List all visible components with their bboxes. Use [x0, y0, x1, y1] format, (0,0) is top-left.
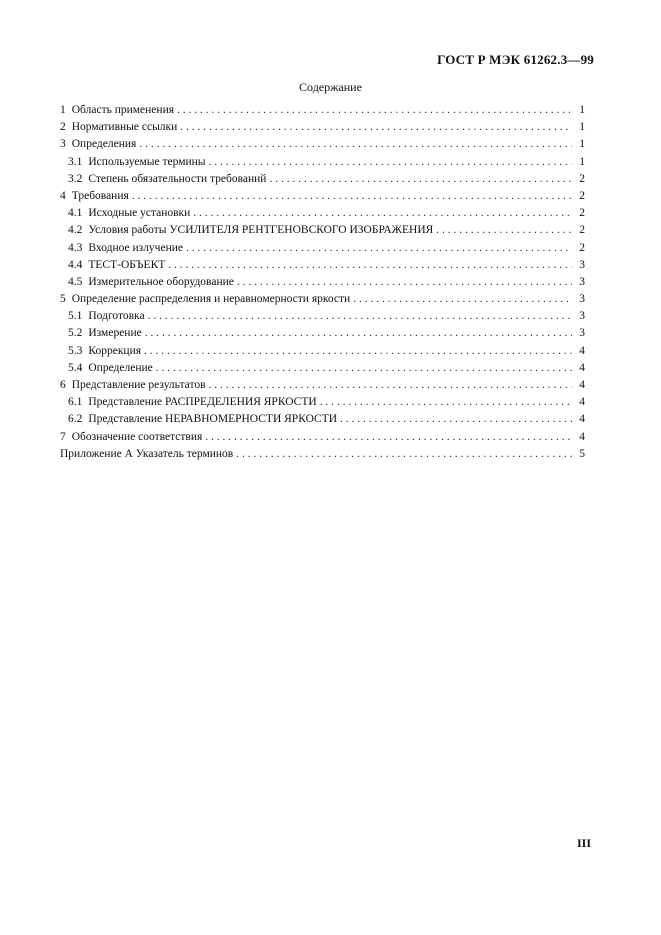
toc-entry-number: 4.5	[68, 275, 83, 288]
dot-leader	[237, 276, 572, 288]
toc-entry-number: 7	[60, 430, 66, 443]
toc-entry-title: Используемые термины	[88, 155, 206, 168]
toc-entry-title: Входное излучение	[88, 241, 183, 254]
toc-entry[interactable]	[60, 207, 585, 224]
toc-entry-number: 3.1	[68, 155, 83, 168]
toc-entry[interactable]	[60, 379, 585, 396]
toc-entry-page: 4	[579, 396, 585, 409]
toc-entry-title: Представление НЕРАВНОМЕРНОСТИ ЯРКОСТИ	[88, 413, 338, 426]
toc-entry-title: Измерение	[88, 327, 142, 340]
toc-entry-page: 3	[579, 327, 585, 340]
dot-leader	[436, 224, 572, 236]
toc-entry[interactable]	[60, 173, 585, 190]
dot-leader	[340, 413, 572, 425]
toc-entry-page: 3	[579, 275, 585, 288]
toc-entry-number: 4.2	[68, 224, 83, 237]
toc-entry[interactable]	[60, 448, 585, 465]
dot-leader	[209, 379, 572, 391]
toc-entry-title: Нормативные ссылки	[71, 121, 178, 134]
toc-entry-title: Исходные установки	[88, 207, 191, 220]
document-code: ГОСТ Р МЭК 61262.3—99	[437, 52, 594, 67]
toc-entry-number: 5.4	[68, 361, 83, 374]
toc-entry-title: Коррекция	[88, 344, 142, 357]
toc-entry-title: Представление результатов	[71, 379, 206, 391]
toc-entry-title: Определения	[71, 138, 137, 151]
toc-entry-page: 3	[579, 310, 585, 323]
toc-entry-number: 5.3	[68, 344, 83, 357]
toc-entry-page: 2	[579, 172, 585, 185]
toc-entry[interactable]	[60, 431, 585, 448]
toc-entry-title: Приложение А Указатель терминов	[60, 447, 234, 460]
toc-entry-number: 1	[60, 104, 66, 116]
toc-entry-page: 2	[579, 207, 585, 220]
dot-leader	[177, 104, 572, 116]
dot-leader	[236, 448, 572, 460]
toc-entry-title: Требования	[71, 189, 129, 202]
toc-entry-page: 1	[579, 138, 585, 151]
toc-entry-page: 2	[579, 189, 585, 202]
toc-entry-title: Подготовка	[88, 310, 145, 323]
toc-entry-title: Область применения	[71, 104, 175, 116]
dot-leader	[148, 310, 572, 322]
toc-entry-number: 3.2	[68, 172, 83, 185]
toc-entry[interactable]	[60, 138, 585, 155]
dot-leader	[168, 259, 572, 271]
dot-leader	[144, 345, 572, 357]
toc-entry[interactable]	[60, 396, 585, 413]
toc-entry-number: 4.4	[68, 258, 83, 271]
toc-entry-page: 5	[579, 447, 585, 460]
toc-entry[interactable]	[60, 362, 585, 379]
toc-entry[interactable]	[60, 259, 585, 276]
toc-entry-page: 3	[579, 293, 585, 306]
toc-entry[interactable]	[60, 413, 585, 430]
toc-entry-number: 2	[60, 121, 66, 134]
dot-leader	[180, 121, 572, 133]
dot-leader	[145, 327, 572, 339]
toc-entry[interactable]	[60, 293, 585, 310]
toc-entry-title: Определение распределения и неравномерности яркости	[71, 293, 351, 306]
dot-leader	[156, 362, 572, 374]
toc-entry-page: 4	[579, 344, 585, 357]
toc-entry-title: Измерительное оборудование	[88, 275, 234, 288]
toc-entry-page: 4	[579, 379, 585, 391]
toc-entry[interactable]	[60, 104, 585, 121]
toc-entry-number: 4.3	[68, 241, 83, 254]
toc-entry-page: 4	[579, 361, 585, 374]
toc-entry[interactable]	[60, 121, 585, 138]
toc-entry-title: Определение	[88, 361, 153, 374]
toc-entry-page: 1	[579, 104, 585, 116]
dot-leader	[186, 242, 572, 254]
toc-entry-number: 4	[60, 189, 66, 202]
toc-entry-number: 5.2	[68, 327, 83, 340]
toc-entry-number: 5	[60, 293, 66, 306]
toc-entry-title: ТЕСТ-ОБЪЕКТ	[88, 258, 166, 271]
toc-entry-title: Обозначение соответствия	[71, 430, 203, 443]
dot-leader	[320, 396, 572, 408]
table-of-contents	[60, 104, 585, 465]
dot-leader	[139, 138, 572, 150]
toc-entry-number: 4.1	[68, 207, 83, 220]
toc-entry[interactable]	[60, 327, 585, 344]
toc-entry-page: 3	[579, 258, 585, 271]
dot-leader	[205, 431, 572, 443]
toc-entry-title: Степень обязательности требований	[88, 172, 267, 185]
toc-entry[interactable]	[60, 276, 585, 293]
toc-entry-title: Представление РАСПРЕДЕЛЕНИЯ ЯРКОСТИ	[88, 396, 317, 409]
page-number: III	[576, 836, 591, 850]
toc-entry-number: 6.1	[68, 396, 83, 409]
toc-entry[interactable]	[60, 190, 585, 207]
toc-entry-number: 3	[60, 138, 66, 151]
toc-entry[interactable]	[60, 310, 585, 327]
dot-leader	[353, 293, 572, 305]
toc-entry[interactable]	[60, 345, 585, 362]
toc-entry-number: 6.2	[68, 413, 83, 426]
toc-entry-page: 4	[579, 430, 585, 443]
dot-leader	[269, 173, 572, 185]
toc-title: Содержание	[299, 80, 362, 94]
toc-entry-page: 2	[579, 224, 585, 237]
toc-entry-page: 1	[579, 155, 585, 168]
dot-leader	[132, 190, 572, 202]
toc-entry-page: 1	[579, 121, 585, 134]
toc-entry-page: 2	[579, 241, 585, 254]
toc-entry[interactable]	[60, 224, 585, 241]
toc-entry-page: 4	[579, 413, 585, 426]
toc-entry[interactable]	[60, 156, 585, 173]
toc-entry-title: Условия работы УСИЛИТЕЛЯ РЕНТГЕНОВСКОГО ИЗОБРАЖЕНИЯ	[88, 224, 434, 237]
toc-entry-number: 6	[60, 379, 66, 391]
toc-entry-number: 5.1	[68, 310, 83, 323]
dot-leader	[193, 207, 572, 219]
toc-entry[interactable]	[60, 242, 585, 259]
dot-leader	[209, 156, 572, 168]
